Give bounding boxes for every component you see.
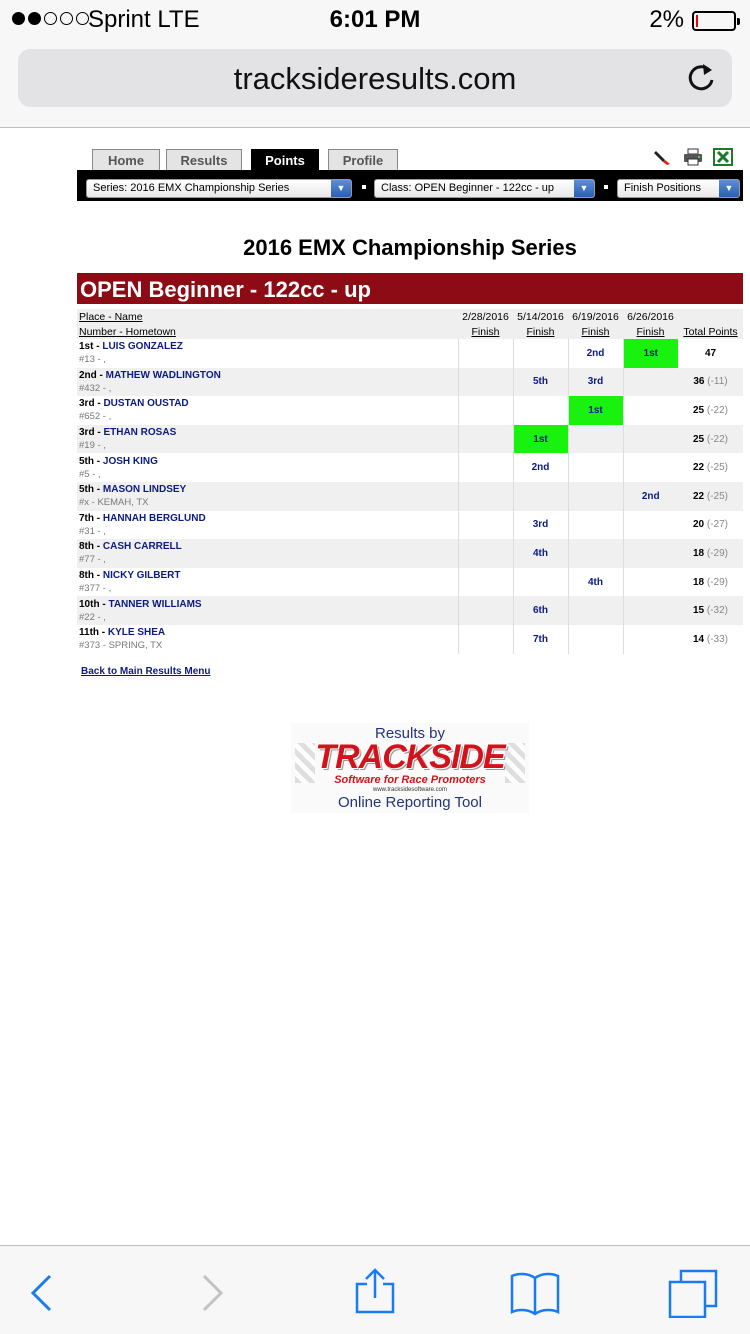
rider-name-link[interactable]: JOSH KING [102, 455, 158, 467]
place-label: 3rd [79, 427, 95, 439]
view-select[interactable] [617, 179, 740, 198]
finish-cell [458, 539, 513, 568]
place-label: 5th [79, 455, 94, 467]
place-label: 8th [79, 570, 94, 582]
table-row [77, 625, 743, 654]
finish-cell[interactable]: 7th [513, 625, 568, 654]
table-row [77, 539, 743, 568]
rider-name-link[interactable]: DUSTAN OUSTAD [103, 398, 189, 410]
tabs-icon[interactable] [668, 1268, 718, 1318]
place-label: 7th [79, 512, 94, 524]
points-deficit: (-33) [706, 633, 729, 645]
rider-name-link[interactable]: MATHEW WADLINGTON [105, 369, 221, 381]
number-hometown: #373 - SPRING, TX [79, 640, 163, 652]
total-points-cell [678, 396, 743, 425]
web-page [0, 129, 750, 1245]
class-select-value: Class: OPEN Beginner - 122cc - up [381, 182, 555, 194]
total-points-cell [678, 539, 743, 568]
tool-icons [653, 148, 733, 166]
rider-name-link[interactable]: TANNER WILLIAMS [108, 598, 202, 610]
page-title: 2016 EMX Championship Series [243, 235, 577, 260]
points-value: 14 [692, 633, 705, 645]
points-value: 25 [692, 404, 705, 416]
points-deficit: (-11) [707, 376, 728, 388]
total-points-cell [678, 625, 743, 654]
column-header-date: 6/26/2016 [623, 309, 678, 324]
tab-results[interactable]: Results [166, 149, 242, 171]
number-hometown: #5 - , [79, 468, 101, 480]
rider-cell: 3rd - ETHAN ROSAS #19 - , [77, 425, 458, 454]
finish-cell [458, 368, 513, 397]
nav-tabs [77, 147, 743, 171]
points-value: 22 [692, 462, 705, 474]
rider-name-link[interactable]: NICKY GILBERT [102, 570, 181, 582]
finish-cell[interactable]: 1st [568, 396, 623, 425]
rider-cell: 5th - MASON LINDSEY #x - KEMAH, TX [77, 482, 458, 511]
finish-cell [513, 482, 568, 511]
rider-name-link[interactable]: HANNAH BERGLUND [102, 512, 206, 524]
place-label: 5th [79, 484, 94, 496]
finish-cell [568, 539, 623, 568]
table-row [77, 568, 743, 597]
column-header-finish[interactable]: Finish [458, 324, 513, 339]
back-to-results-link[interactable]: Back to Main Results Menu [81, 666, 211, 677]
excel-icon[interactable] [713, 148, 733, 166]
total-points-cell [678, 425, 743, 454]
points-value: 22 [692, 490, 705, 502]
finish-cell[interactable]: 3rd [568, 368, 623, 397]
place-label: 1st [79, 341, 94, 353]
number-hometown: #77 - , [79, 554, 106, 566]
place-label: 10th [79, 598, 100, 610]
total-points-cell [678, 511, 743, 540]
total-points-cell [678, 339, 743, 368]
finish-cell [623, 539, 678, 568]
total-points-cell [678, 368, 743, 397]
class-select[interactable] [374, 179, 595, 198]
finish-cell [623, 453, 678, 482]
column-header-finish[interactable]: Finish [513, 324, 568, 339]
points-value: 18 [692, 547, 705, 559]
print-icon[interactable] [683, 148, 703, 166]
separator [604, 185, 608, 189]
finish-cell [568, 625, 623, 654]
highlighter-icon[interactable] [653, 148, 673, 166]
total-points-cell [678, 596, 743, 625]
url-text[interactable]: tracksideresults.com [233, 61, 517, 96]
column-header-date: 2/28/2016 [458, 309, 513, 324]
points-value: 15 [692, 605, 705, 617]
points-deficit: (-27) [706, 519, 729, 531]
number-hometown: #x - KEMAH, TX [79, 497, 149, 509]
number-hometown: #19 - , [79, 440, 106, 452]
points-table [77, 309, 743, 654]
finish-cell [623, 596, 678, 625]
column-header-total[interactable]: Total Points [678, 324, 743, 339]
finish-cell[interactable]: 6th [513, 596, 568, 625]
finish-cell [513, 568, 568, 597]
chevron-down-icon: ▼ [574, 180, 594, 197]
finish-cell [568, 596, 623, 625]
place-label: 3rd [79, 398, 95, 410]
rider-cell: 5th - JOSH KING #5 - , [79, 455, 158, 480]
finish-cell[interactable]: 1st [623, 339, 678, 368]
finish-cell[interactable]: 3rd [513, 511, 568, 540]
column-header-finish[interactable]: Finish [568, 324, 623, 339]
reload-icon[interactable] [684, 61, 718, 95]
rider-name-link[interactable]: MASON LINDSEY [102, 484, 187, 496]
finish-cell [458, 568, 513, 597]
status-bar [0, 0, 750, 40]
series-select[interactable] [86, 179, 352, 198]
table-row [77, 425, 743, 454]
back-icon[interactable] [18, 1268, 68, 1318]
finish-cell [458, 482, 513, 511]
finish-cell [623, 625, 678, 654]
rider-cell: 8th - CASH CARRELL #77 - , [77, 539, 458, 568]
table-row [77, 396, 743, 425]
view-select-value: Finish Positions [624, 182, 702, 194]
tab-profile[interactable]: Profile [328, 149, 398, 171]
rider-cell: 8th - NICKY GILBERT #377 - , [79, 570, 181, 595]
finish-cell [458, 511, 513, 540]
table-row [77, 453, 743, 482]
total-points-cell [678, 453, 743, 482]
points-deficit: (-22) [706, 404, 729, 416]
finish-cell [458, 625, 513, 654]
points-deficit: (-25) [706, 490, 729, 502]
finish-cell [458, 453, 513, 482]
address-bar[interactable] [18, 49, 732, 107]
rider-cell: 3rd - DUSTAN OUSTAD #652 - , [79, 398, 189, 423]
finish-cell [623, 368, 678, 397]
finish-cell[interactable]: 2nd [513, 453, 568, 482]
points-deficit: (-32) [706, 605, 729, 617]
column-header-finish[interactable]: Finish [623, 324, 678, 339]
rider-cell: 10th - TANNER WILLIAMS #22 - , [77, 596, 458, 625]
column-header-place[interactable]: Place - Name [77, 309, 458, 324]
column-header-date: 6/19/2016 [568, 309, 623, 324]
number-hometown: #31 - , [79, 525, 106, 537]
table-row [77, 596, 743, 625]
finish-cell [623, 396, 678, 425]
finish-cell [568, 425, 623, 454]
place-label: 8th [79, 541, 94, 553]
place-label: 11th [79, 627, 100, 639]
browser-toolbar [0, 1245, 750, 1334]
number-hometown: #377 - , [79, 583, 112, 595]
finish-cell [568, 453, 623, 482]
finish-cell[interactable]: 4th [513, 539, 568, 568]
points-deficit: (-22) [706, 433, 729, 445]
finish-cell[interactable]: 4th [568, 568, 623, 597]
rider-cell: 2nd - MATHEW WADLINGTON #432 - , [77, 368, 458, 397]
finish-cell [623, 511, 678, 540]
rider-name-link[interactable]: KYLE SHEA [107, 627, 166, 639]
share-icon[interactable] [350, 1268, 400, 1318]
finish-cell [458, 596, 513, 625]
chevron-down-icon: ▼ [719, 180, 739, 197]
rider-name-link[interactable]: ETHAN ROSAS [103, 427, 177, 439]
number-hometown: #652 - , [79, 411, 112, 423]
column-header-date: 5/14/2016 [513, 309, 568, 324]
points-deficit: (-29) [706, 576, 729, 588]
tab-points[interactable]: Points [251, 149, 319, 171]
bookmarks-icon[interactable] [510, 1268, 560, 1318]
finish-cell [513, 396, 568, 425]
rider-name-link[interactable]: CASH CARRELL [102, 541, 182, 553]
series-select-value: Series: 2016 EMX Championship Series [93, 182, 290, 194]
points-value: 36 [693, 376, 705, 388]
finish-cell [458, 425, 513, 454]
table-row [77, 482, 743, 511]
place-label: 2nd [79, 369, 97, 381]
points-value: 47 [704, 347, 717, 359]
chevron-down-icon: ▼ [331, 180, 351, 197]
finish-cell [568, 511, 623, 540]
number-hometown: #13 - , [79, 354, 106, 366]
class-title: OPEN Beginner - 122cc - up [77, 273, 743, 304]
column-header-number[interactable]: Number - Hometown [77, 324, 458, 339]
finish-cell[interactable]: 1st [513, 425, 568, 454]
finish-cell [458, 339, 513, 368]
rider-cell: 11th - KYLE SHEA #373 - SPRING, TX [79, 627, 166, 652]
total-points-cell [678, 568, 743, 597]
finish-cell [623, 425, 678, 454]
finish-cell [458, 396, 513, 425]
points-deficit: (-25) [706, 462, 729, 474]
battery-percent: 2% [649, 6, 684, 33]
total-points-cell [678, 482, 743, 511]
number-hometown: #432 - , [79, 382, 112, 394]
points-value: 18 [692, 576, 705, 588]
finish-cell [623, 568, 678, 597]
finish-cell[interactable]: 5th [513, 368, 568, 397]
separator [362, 185, 366, 189]
table-row [77, 339, 743, 368]
browser-header [0, 40, 750, 128]
rider-name-link[interactable]: LUIS GONZALEZ [102, 341, 183, 353]
forward-icon[interactable] [186, 1268, 236, 1318]
finish-cell[interactable]: 2nd [623, 482, 678, 511]
finish-cell [513, 339, 568, 368]
number-hometown: #22 - , [79, 611, 106, 623]
filter-bar [77, 170, 743, 201]
battery-icon [692, 11, 736, 31]
rider-cell: 7th - HANNAH BERGLUND #31 - , [79, 512, 206, 537]
trackside-logo[interactable]: Results by TRACKSIDE Software for Race Promoters www.tracksidesoftware.com Online Reporting Tool [291, 723, 529, 813]
carrier-label: Sprint LTE [88, 6, 200, 33]
points-deficit: (-29) [706, 547, 729, 559]
finish-cell [568, 482, 623, 511]
tab-home[interactable]: Home [92, 149, 160, 171]
status-time: 6:01 PM [329, 6, 421, 33]
finish-cell[interactable]: 2nd [568, 339, 623, 368]
rider-cell: 1st - LUIS GONZALEZ #13 - , [79, 341, 183, 366]
points-value: 20 [692, 519, 705, 531]
points-value: 25 [692, 433, 705, 445]
table-row [77, 368, 743, 397]
table-row [77, 511, 743, 540]
